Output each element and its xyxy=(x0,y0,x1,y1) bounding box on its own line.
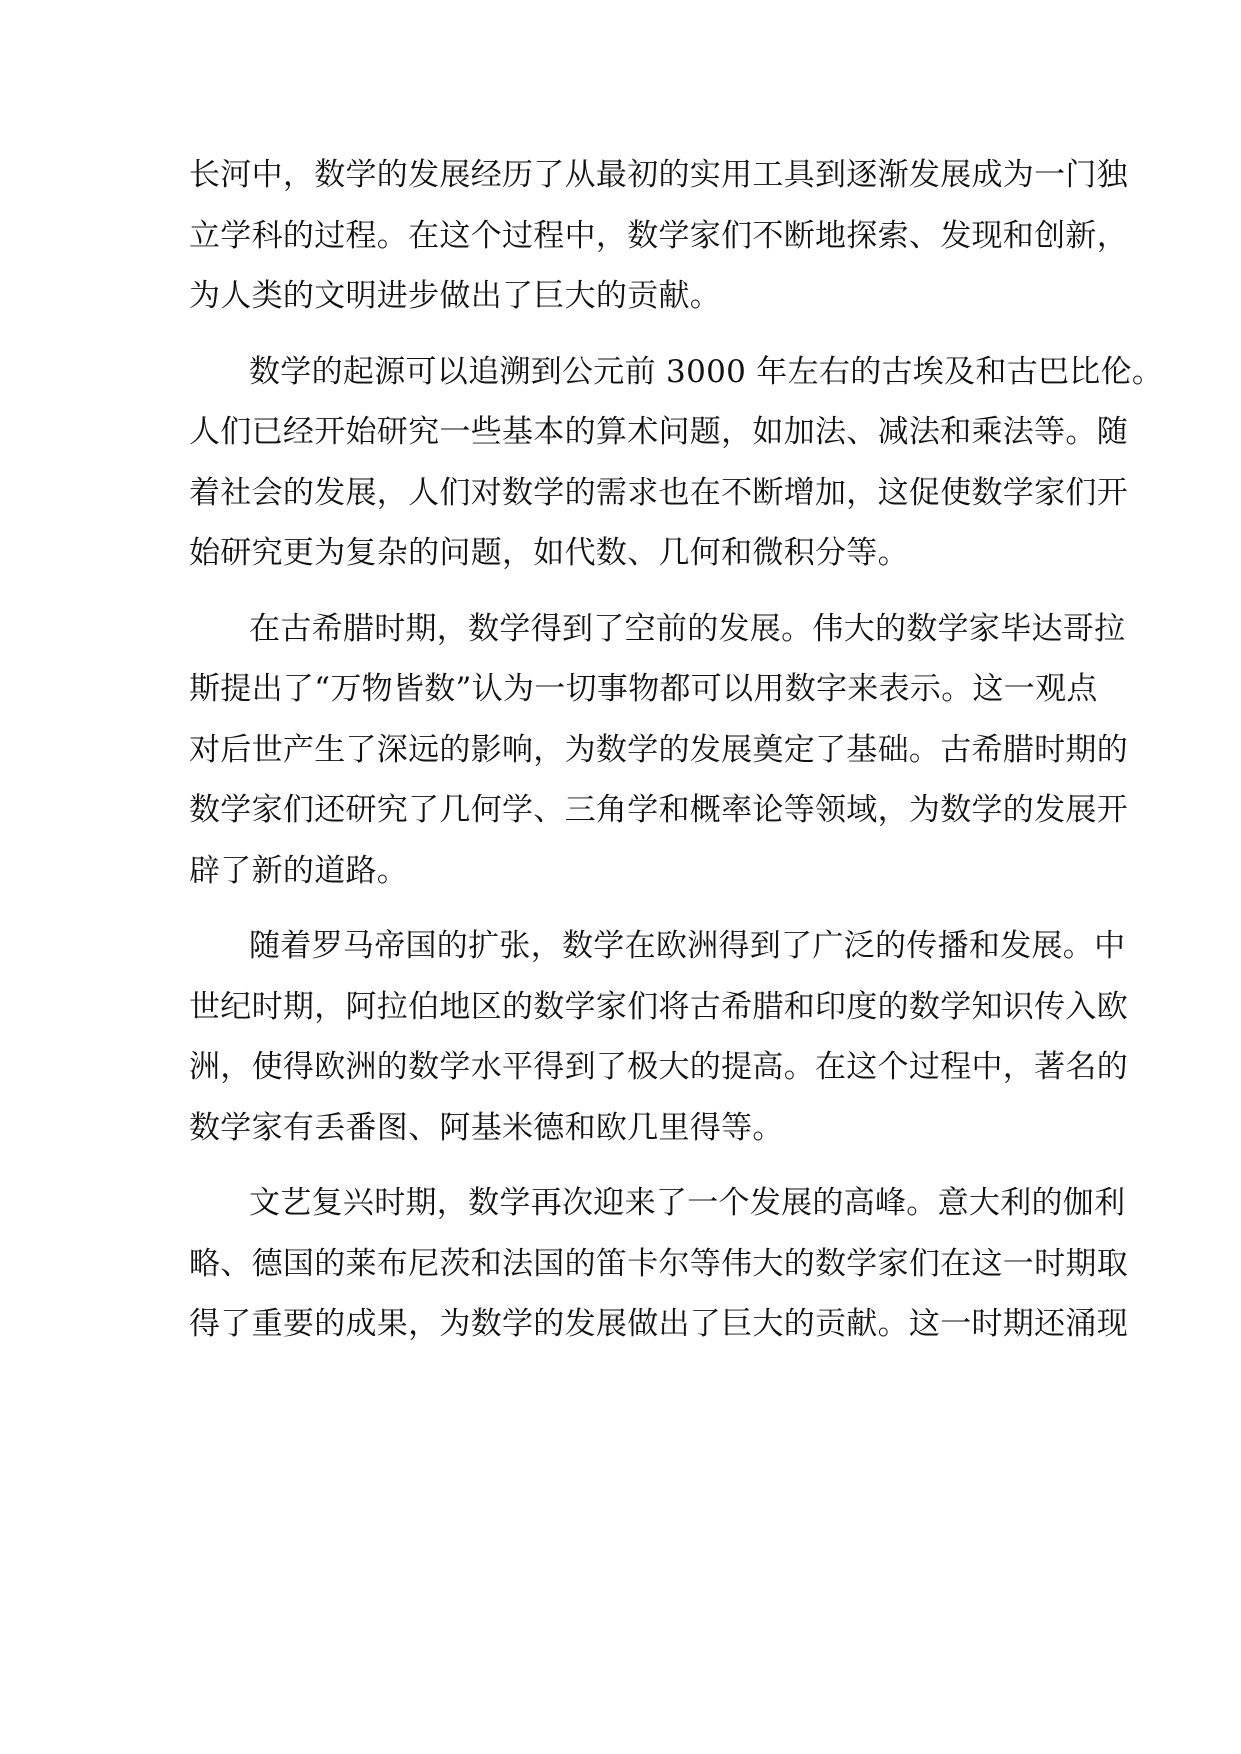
text-line: 随着罗马帝国的扩张，数学在欧洲得到了广泛的传播和发展。中 xyxy=(249,928,1126,964)
text-line: 斯提出了“万物皆数”认为一切事物都可以用数字来表示。这一观点 xyxy=(189,671,1098,707)
text-line: 辟了新的道路。 xyxy=(189,852,409,889)
text-line: 数学的起源可以追溯到公元前 3000 年左右的古埃及和古巴比伦。 xyxy=(249,353,1164,390)
text-line: 略、德国的莱布尼茨和法国的笛卡尔等伟大的数学家们在这一时期取 xyxy=(189,1245,1128,1282)
text-line: 数学家有丢番图、阿基米德和欧几里得等。 xyxy=(189,1109,784,1146)
body-text xyxy=(189,145,1164,1355)
text-line: 在古希腊时期，数学得到了空前的发展。伟大的数学家毕达哥拉 xyxy=(249,610,1126,647)
text-line: 始研究更为复杂的问题，如代数、几何和微积分等。 xyxy=(189,535,909,571)
text-line: 人们已经开始研究一些基本的算术问题，如加法、减法和乘法等。随 xyxy=(189,414,1128,450)
text-line: 世纪时期，阿拉伯地区的数学家们将古希腊和印度的数学知识传入欧 xyxy=(189,988,1128,1025)
text-line: 着社会的发展，人们对数学的需求也在不断增加，这促使数学家们开 xyxy=(189,474,1128,511)
text-line: 长河中，数学的发展经历了从最初的实用工具到逐渐发展成为一门独 xyxy=(189,157,1128,193)
text-line: 文艺复兴时期，数学再次迎来了一个发展的高峰。意大利的伽利 xyxy=(249,1185,1126,1221)
text-line: 为人类的文明进步做出了巨大的贡献。 xyxy=(189,278,722,314)
text-line: 数学家们还研究了几何学、三角学和概率论等领域，为数学的发展开 xyxy=(189,792,1128,828)
text-line: 立学科的过程。在这个过程中，数学家们不断地探索、发现和创新， xyxy=(189,217,1128,254)
text-line: 对后世产生了深远的影响，为数学的发展奠定了基础。古希腊时期的 xyxy=(189,731,1128,768)
text-line: 洲，使得欧洲的数学水平得到了极大的提高。在这个过程中，著名的 xyxy=(189,1049,1128,1085)
text-line: 得了重要的成果，为数学的发展做出了巨大的贡献。这一时期还涌现 xyxy=(189,1306,1128,1342)
